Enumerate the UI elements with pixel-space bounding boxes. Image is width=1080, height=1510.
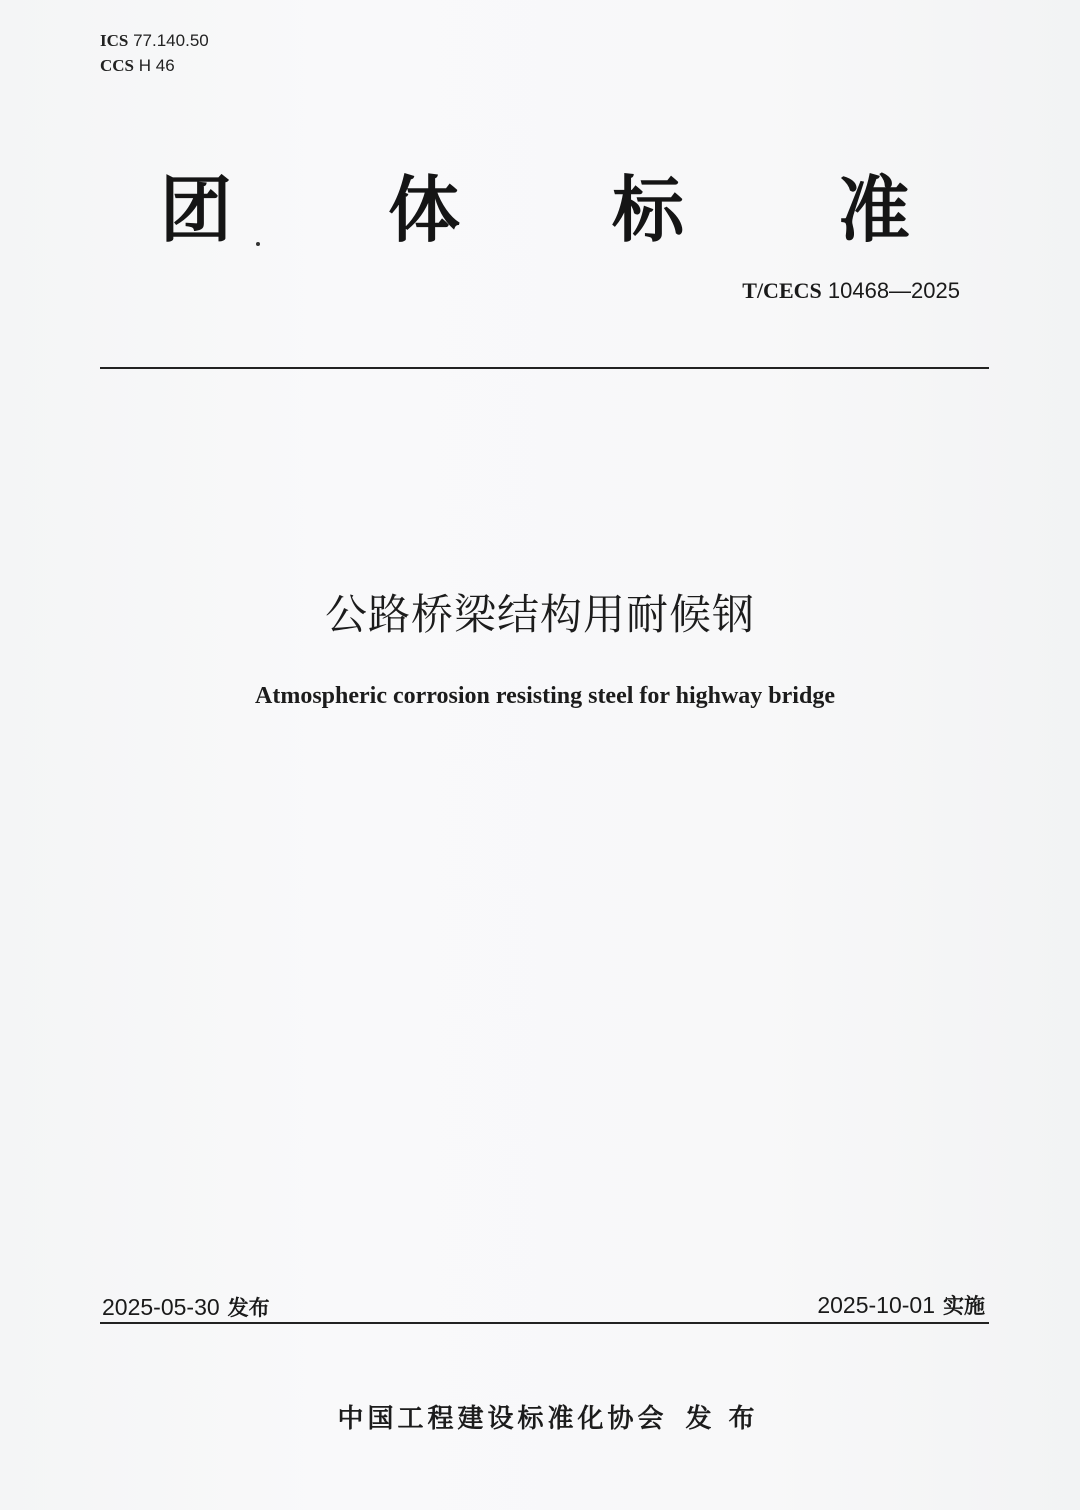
heading-char-3: 标 — [612, 168, 685, 252]
heading-char-4: 准 — [838, 168, 911, 252]
ccs-label: CCS — [100, 56, 135, 75]
bottom-divider — [100, 1322, 989, 1324]
title-english: Atmospheric corrosion resisting steel for highway bridge — [255, 683, 835, 709]
ics-value: 77.140.50 — [133, 31, 209, 50]
publisher-line — [0, 1398, 1080, 1435]
ccs-code — [100, 53, 209, 78]
publisher-action: 发 布 — [685, 1404, 759, 1434]
standard-prefix: T/CECS — [742, 278, 822, 303]
release-date-block — [102, 1292, 270, 1322]
standard-number — [742, 278, 960, 304]
top-divider — [100, 367, 989, 369]
ics-label: ICS — [100, 31, 129, 50]
effective-date: 2025-10-01 — [817, 1292, 935, 1318]
effective-label: 实施 — [943, 1294, 985, 1318]
publisher-name: 中国工程建设标准化协会 — [337, 1404, 668, 1434]
ics-code — [100, 28, 209, 53]
release-date: 2025-05-30 — [102, 1294, 220, 1320]
classification-codes — [100, 28, 209, 78]
standard-code: 10468—2025 — [827, 278, 960, 303]
ccs-value: H 46 — [138, 56, 175, 75]
heading-char-2: 体 — [388, 168, 461, 252]
release-label: 发布 — [227, 1296, 270, 1320]
title-chinese: 公路桥梁结构用耐候钢 — [324, 590, 755, 639]
heading-char-1: 团 — [160, 168, 233, 252]
document-type-heading — [0, 168, 1080, 258]
effective-date-block — [817, 1290, 985, 1320]
print-speck — [256, 242, 260, 246]
